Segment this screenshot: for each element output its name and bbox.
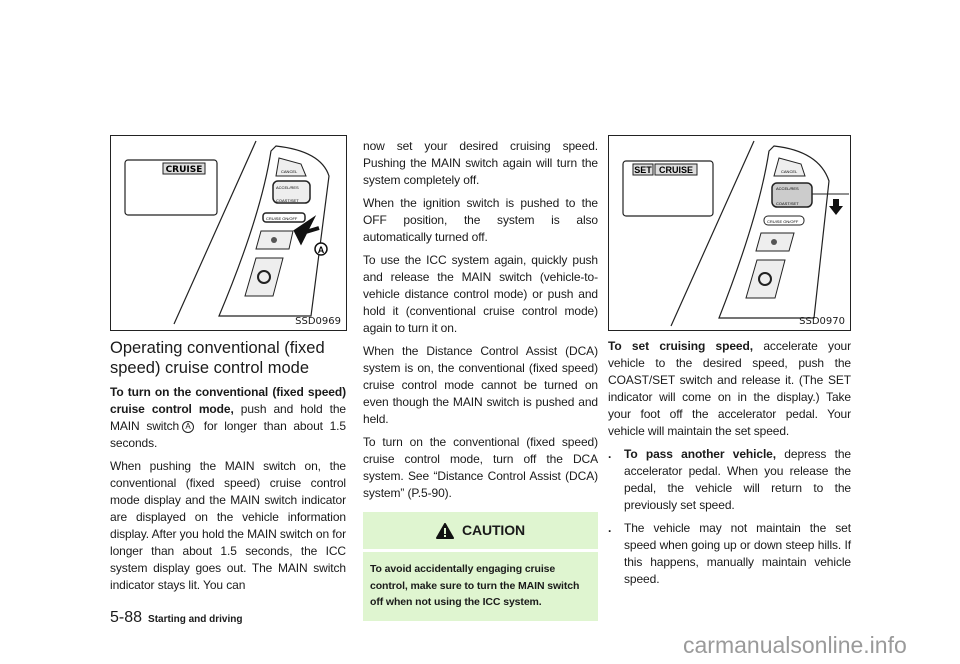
callout-a-marker: A: [182, 421, 194, 433]
figure-ssd0970: [608, 135, 851, 331]
paragraph: When the Distance Control Assist (DCA) system is on, the conventional (fixed speed) cruise control mode cannot be turned on even though the MAIN switch is pushed and held.: [363, 344, 598, 426]
cruise-switch-illustration: [111, 136, 346, 330]
arrow-icon: [296, 221, 319, 241]
paragraph: When the ignition switch is pushed to the OFF position, the system is also automatically turned off.: [363, 196, 598, 244]
column-3: [608, 338, 851, 594]
display-label: CRUISE: [658, 165, 694, 175]
column-1: [110, 338, 346, 600]
paragraph: When pushing the MAIN switch on, the conventional (fixed speed) cruise control mode display and the MAIN switch indicator are displayed on the vehicle information display. After you hold the MAIN switch on for longer than about 1.5 seconds, the ICC system display goes out. The MAIN switch indicator stays lit. You can: [110, 459, 346, 592]
button-label: COAST/SET: [776, 201, 799, 206]
button-label: COAST/SET: [276, 198, 299, 203]
paragraph: now set your desired cruising speed. Pushing the MAIN switch again will turn the system completely off.: [363, 139, 598, 187]
page-number: 5-88: [110, 609, 143, 626]
button-label: CANCEL: [781, 169, 798, 174]
paragraph: To turn on the conventional (fixed speed) cruise control mode, push and hold the MAIN switch A for longer than about 1.5 seconds.: [110, 385, 346, 450]
callout-label: A: [317, 245, 325, 255]
paragraph: To use the ICC system again, quickly push and release the MAIN switch (vehicle-to-vehicle distance control mode) or push and hold it (conventional cruise control mode) again to turn it on.: [363, 253, 598, 335]
display-label: CRUISE: [165, 165, 203, 175]
figure-id: SSD0970: [799, 316, 845, 327]
down-arrow-icon: [829, 199, 843, 215]
button-label: ACCEL/RES: [776, 186, 799, 191]
left-stack: [110, 338, 346, 629]
caution-text: To avoid accidentally engaging cruise control, make sure to turn the MAIN switch off when not using the ICC system.: [370, 563, 580, 608]
section-heading: Operating conventional (fixed speed) cruise control mode: [110, 339, 325, 377]
caution-title: CAUTION: [461, 522, 526, 538]
bullet-marker: .: [608, 521, 612, 535]
warning-triangle-icon: [436, 523, 454, 539]
button-label: CRUISE ON/OFF: [767, 219, 799, 224]
button-label: CRUISE ON/OFF: [266, 216, 298, 221]
section-name: Starting and driving: [148, 614, 243, 625]
display-label: SET: [634, 165, 652, 175]
cruise-switch-set-illustration: [609, 136, 850, 330]
paragraph: To turn on the conventional (fixed speed) cruise control mode, turn off the DCA system. See “Distance Control Assist (DCA) system” (P.5-90).: [363, 435, 598, 500]
page-footer: [110, 608, 346, 629]
button-label: CANCEL: [281, 169, 298, 174]
bullet-marker: .: [608, 447, 612, 461]
figure-id: SSD0969: [295, 316, 341, 327]
caution-box: [363, 512, 598, 621]
paragraph: To set cruising speed, accelerate your vehicle to the desired speed, push the COAST/SET switch and release it. (The SET indicator will come on in the display.) Take your foot off the accelerator pedal. Your vehicle will maintain the set speed.: [608, 339, 852, 438]
button-label: ACCEL/RES: [276, 185, 299, 190]
bullet-item: . To pass another vehicle, depress the accelerator pedal. When you release the pedal, the vehicle will return to the previously set speed.: [608, 446, 851, 520]
figure-ssd0969: [110, 135, 347, 331]
column-2: [363, 138, 598, 621]
watermark: carmanualsonline.info: [683, 632, 907, 658]
bullet-item: . The vehicle may not maintain the set speed when going up or down steep hills. If this happens, manually maintain vehicle speed.: [608, 520, 851, 594]
